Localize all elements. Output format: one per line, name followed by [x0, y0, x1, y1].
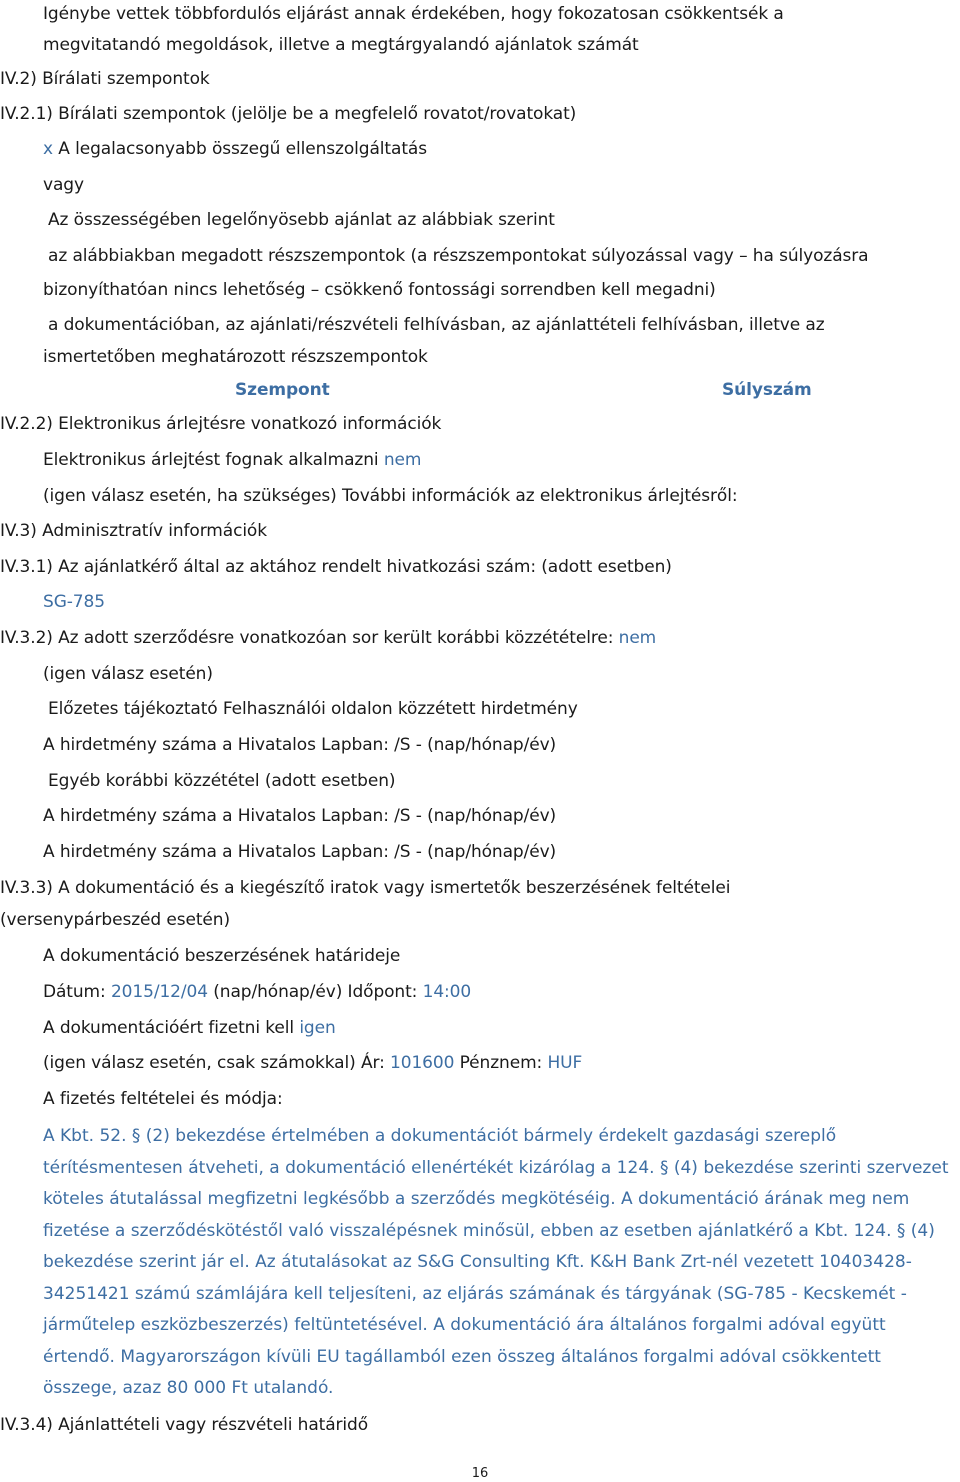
text-line: [43, 981, 471, 1003]
criterion-option-lowest-price: [43, 138, 427, 160]
text-line: ismertetőben meghatározott részszempontok: [43, 347, 428, 367]
section-heading: IV.3.3) A dokumentáció és a kiegészítő iratok vagy ismertetők beszerzésének feltételei: [0, 878, 731, 898]
field-label: Pénznem:: [459, 1053, 543, 1073]
text-line: Előzetes tájékoztató Felhasználói oldalon közzétett hirdetmény: [48, 699, 578, 719]
text-line: (igen válasz esetén, ha szükséges) További információk az elektronikus árlejtésről:: [43, 486, 738, 506]
field-label: A dokumentációért fizetni kell: [43, 1018, 294, 1038]
section-heading: IV.2.2) Elektronikus árlejtésre vonatkozó információk: [0, 414, 442, 434]
text-line: A hirdetmény száma a Hivatalos Lapban: /S - (nap/hónap/év): [43, 735, 557, 755]
text-line: A hirdetmény száma a Hivatalos Lapban: /S - (nap/hónap/év): [43, 842, 557, 862]
text-line: vagy: [43, 175, 84, 195]
text-line: Egyéb korábbi közzététel (adott esetben): [48, 771, 396, 791]
date-value: 2015/12/04: [110, 982, 208, 1002]
text-line: megvitatandó megoldások, illetve a megtárgyalandó ajánlatok számát: [43, 35, 639, 55]
text-line: [43, 1017, 336, 1039]
section-heading: IV.2) Bírálati szempontok: [0, 69, 210, 89]
section-heading: IV.3) Adminisztratív információk: [0, 521, 267, 541]
payment-terms-paragraph: A Kbt. 52. § (2) bekezdése értelmében a dokumentációt bármely érdekelt gazdasági szereplő térítésmentesen átveheti, a dokumentáció ellenértékét kizárólag a 124. § (4) bekezdése szerinti szervezet köteles átutalással megfizetni legkésőbb a szerződés megkötéséig. A dokumentáció árának meg nem fizetése a szerződéskötéstől való visszalépésnek minősül, ebben az esetben ajánlatkérő a Kbt. 124. § (4) bekezdése szerint jár el. Az átutalásokat az S&G Consulting Kft. K&H Bank Zrt-nél vezetett 10403428-34251421 számú számlájára kell teljesíteni, az eljárás számának és tárgyának (SG-785 - Kecskemét - járműtelep eszközbeszerzés) feltüntetésével. A dokumentáció ára általános forgalmi adóval együtt értendő. Magyarországon kívüli EU tagállamból ezen összeg általános forgalmi adóval csökkentett összege, azaz 80 000 Ft utalandó.: [43, 1126, 949, 1398]
text-line: bizonyíthatóan nincs lehetőség – csökkenő fontossági sorrendben kell megadni): [43, 280, 716, 300]
text-line: A dokumentáció beszerzésének határideje: [43, 946, 401, 966]
text-line: a dokumentációban, az ajánlati/részvételi felhívásban, az ajánlattételi felhívásban, illetve az: [48, 315, 825, 335]
section-heading: IV.3.1) Az ajánlatkérő által az aktához rendelt hivatkozási szám: (adott esetben): [0, 557, 672, 577]
field-label: Elektronikus árlejtést fognak alkalmazni: [43, 450, 379, 470]
text-line: [43, 1052, 582, 1074]
section-heading: [0, 627, 656, 649]
text-line: [43, 449, 421, 471]
field-value: igen: [299, 1018, 336, 1038]
option-label: A legalacsonyabb összegű ellenszolgáltatás: [58, 139, 427, 159]
column-header-sulyszam: Súlyszám: [722, 380, 812, 400]
field-label: (igen válasz esetén, csak számokkal) Ár:: [43, 1053, 385, 1073]
text-line: A fizetés feltételei és módja:: [43, 1089, 283, 1109]
text-line: (igen válasz esetén): [43, 664, 213, 684]
column-header-szempont: Szempont: [235, 380, 330, 400]
field-label: Dátum:: [43, 982, 106, 1002]
field-value: nem: [383, 450, 422, 470]
currency-value: HUF: [547, 1053, 583, 1073]
field-value: nem: [618, 628, 657, 648]
checkbox-mark: x: [43, 139, 53, 159]
text-line: (versenypárbeszéd esetén): [0, 910, 230, 930]
time-value: 14:00: [422, 982, 472, 1002]
page-number: 16: [471, 1466, 489, 1481]
field-label: IV.3.2) Az adott szerződésre vonatkozóan sor került korábbi közzétételre:: [0, 628, 614, 648]
reference-number: SG-785: [43, 592, 105, 612]
text-line: az alábbiakban megadott részszempontok (a részszempontokat súlyozással vagy – ha súlyozásra: [48, 246, 869, 266]
field-label: (nap/hónap/év) Időpont:: [213, 982, 418, 1002]
text-line: Igénybe vettek többfordulós eljárást annak érdekében, hogy fokozatosan csökkentsék a: [43, 4, 784, 24]
criterion-option-best-value: Az összességében legelőnyösebb ajánlat az alábbiak szerint: [48, 210, 555, 230]
price-value: 101600: [390, 1053, 455, 1073]
section-heading: IV.3.4) Ajánlattételi vagy részvételi határidő: [0, 1415, 369, 1435]
text-line: A hirdetmény száma a Hivatalos Lapban: /S - (nap/hónap/év): [43, 806, 557, 826]
section-heading: IV.2.1) Bírálati szempontok (jelölje be a megfelelő rovatot/rovatokat): [0, 104, 577, 124]
